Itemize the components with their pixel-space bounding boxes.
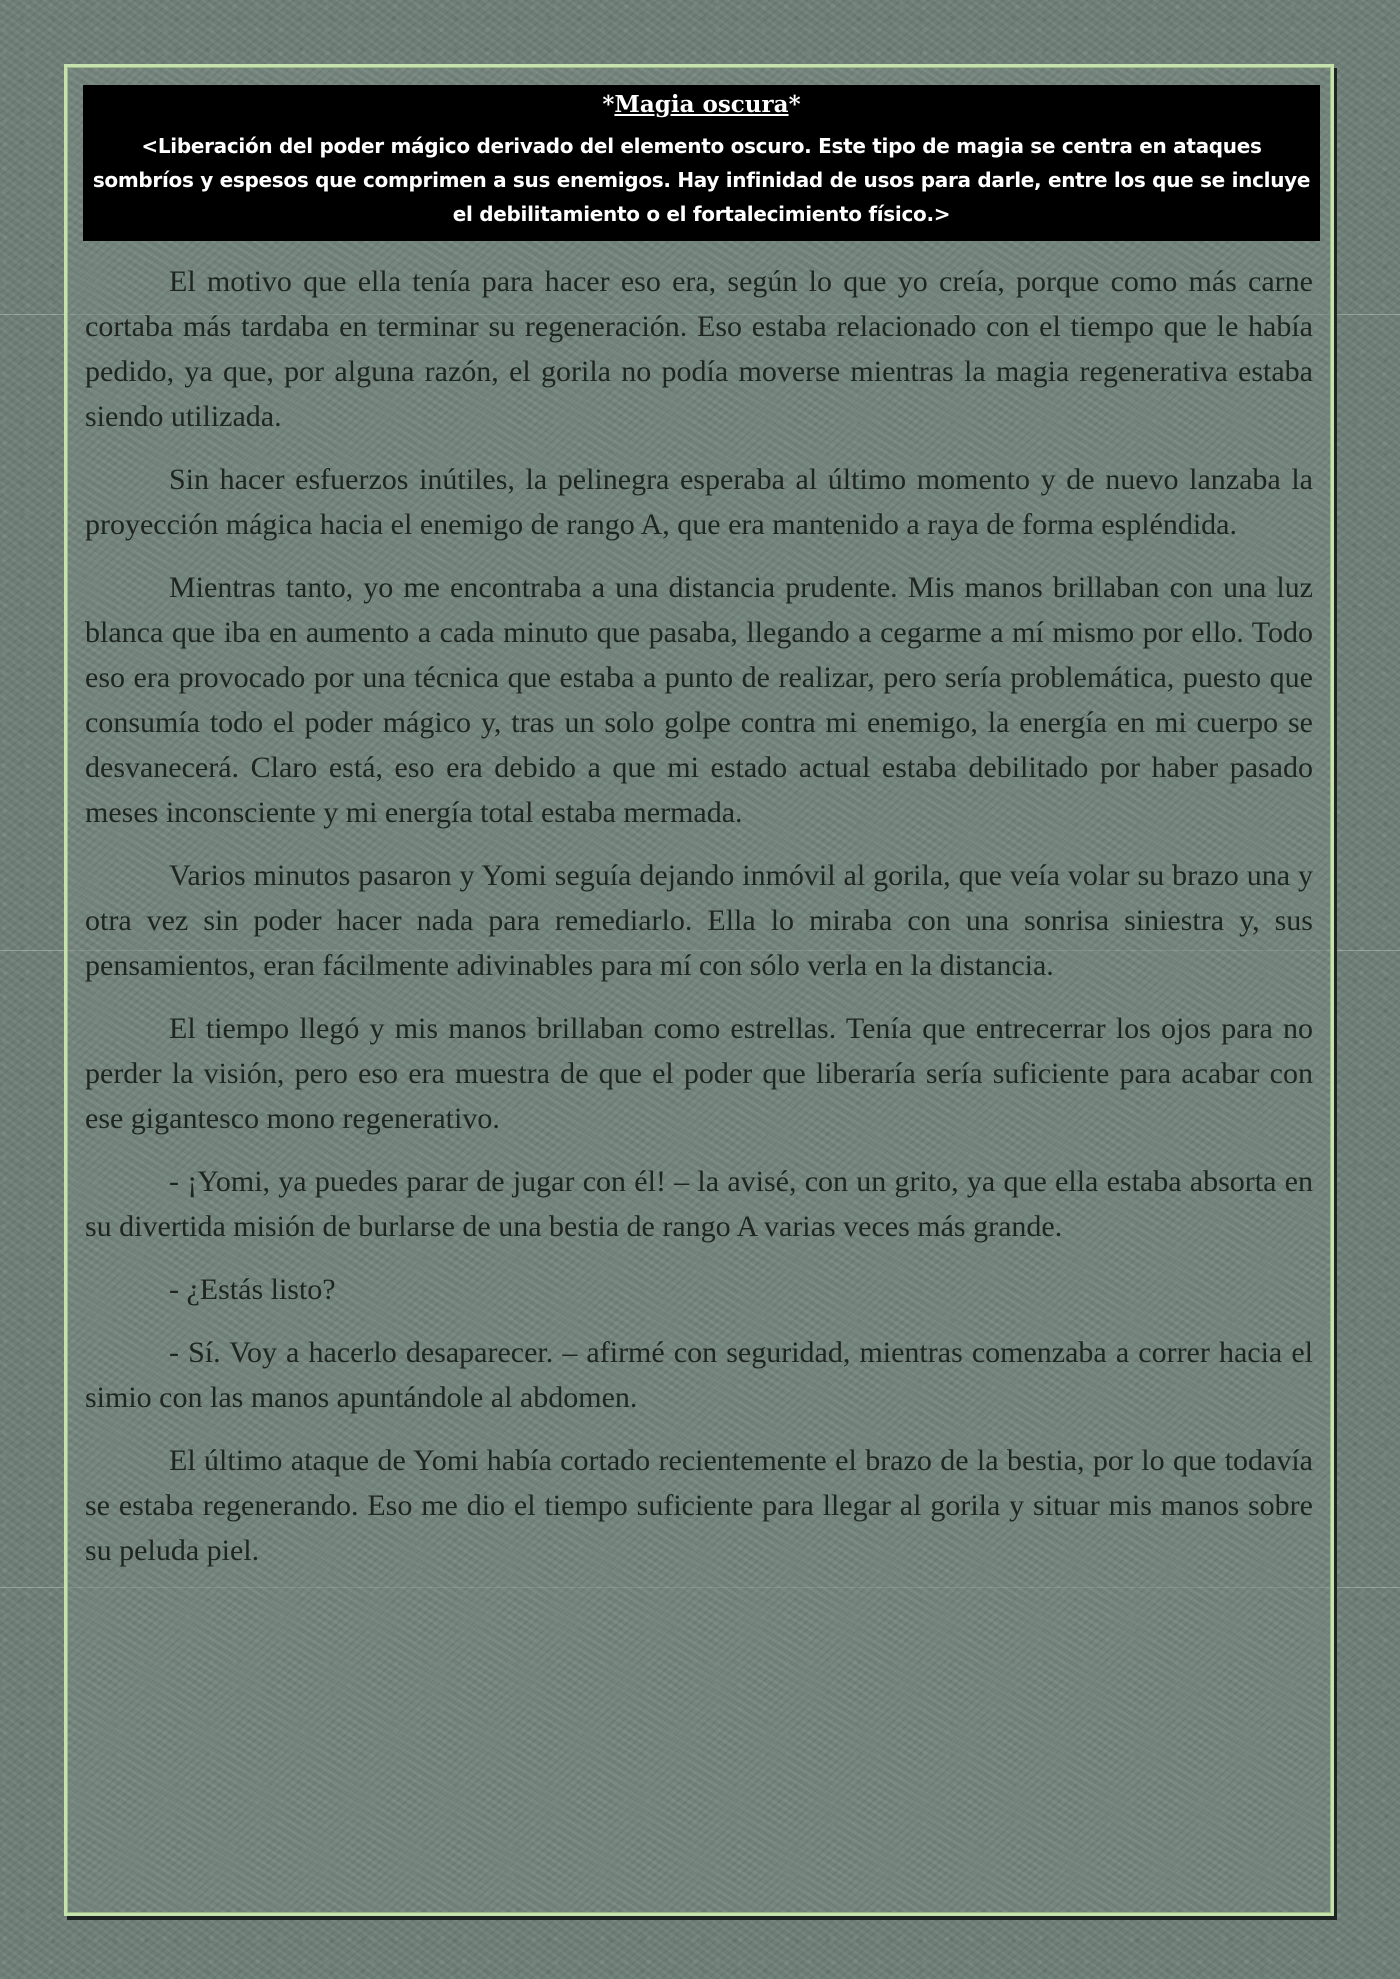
spell-title-prefix: * <box>602 91 615 118</box>
spell-title <box>91 89 1312 121</box>
spell-title-name: Magia oscura <box>614 91 789 118</box>
paragraph: El tiempo llegó y mis manos brillaban como estrellas. Tenía que entrecerrar los ojos para no perder la visión, pero eso era muestra de que el poder que liberaría sería suficiente para acabar con ese gigantesco mono regenerativo. <box>85 1012 1313 1135</box>
paragraph: Sin hacer esfuerzos inútiles, la pelinegra esperaba al último momento y de nuevo lanzaba la proyección mágica hacia el enemigo de rango A, que era mantenido a raya de forma espléndida. <box>85 463 1313 541</box>
spell-description: <Liberación del poder mágico derivado del elemento oscuro. Este tipo de magia se centra en ataques sombríos y espesos que comprimen a sus enemigos. Hay infinidad de usos para darle, entre los que se incluye el debilitamiento o el fortalecimiento físico.> <box>92 134 1311 226</box>
paragraph: Mientras tanto, yo me encontraba a una distancia prudente. Mis manos brillaban con una luz blanca que iba en aumento a cada minuto que pasaba, llegando a cegarme a mí mismo por ello. Todo eso era provocado por una técnica que estaba a punto de realizar, pero sería problemática, puesto que consumía todo el poder mágico y, tras un solo golpe contra mi enemigo, la energía en mi cuerpo se desvanecerá. Claro está, eso era debido a que mi estado actual estaba debilitado por haber pasado meses inconsciente y mi energía total estaba mermada. <box>85 571 1313 829</box>
paragraph: - ¡Yomi, ya puedes parar de jugar con él! – la avisé, con un grito, ya que ella estaba absorta en su divertida misión de burlarse de una bestia de rango A varias veces más grande. <box>85 1165 1313 1243</box>
page-frame <box>64 64 1334 1916</box>
paragraph: El último ataque de Yomi había cortado recientemente el brazo de la bestia, por lo que todavía se estaba regenerando. Eso me dio el tiempo suficiente para llegar al gorila y situar mis manos sobre su peluda piel. <box>85 1444 1313 1567</box>
spell-title-suffix: * <box>788 91 801 118</box>
paragraph: El motivo que ella tenía para hacer eso era, según lo que yo creía, porque como más carne cortaba más tardaba en terminar su regeneración. Eso estaba relacionado con el tiempo que le había pedido, ya que, por alguna razón, el gorila no podía moverse mientras la magia regenerativa estaba siendo utilizada. <box>85 265 1313 433</box>
paragraph: Varios minutos pasaron y Yomi seguía dejando inmóvil al gorila, que veía volar su brazo una y otra vez sin poder hacer nada para remediarlo. Ella lo miraba con una sonrisa siniestra y, sus pensamientos, eran fácilmente adivinables para mí con sólo verla en la distancia. <box>85 859 1313 982</box>
story-text <box>85 259 1313 1591</box>
spell-info-box <box>83 85 1320 241</box>
paragraph: - ¿Estás listo? <box>169 1273 336 1306</box>
paragraph: - Sí. Voy a hacerlo desaparecer. – afirmé con seguridad, mientras comenzaba a correr hacia el simio con las manos apuntándole al abdomen. <box>85 1336 1313 1414</box>
